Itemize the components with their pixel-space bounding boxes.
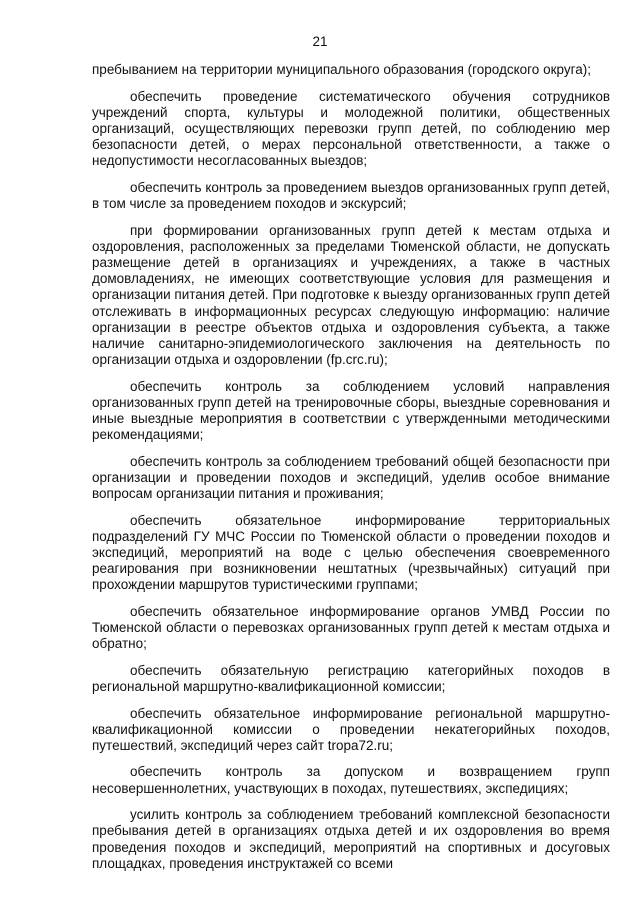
paragraph-general-safety: обеспечить контроль за соблюдением требований общей безопасности при организации и проведении походов и экспедиций, уделив особое внимание вопросам организации питания и проживания;	[92, 453, 610, 502]
paragraph-commission-informing: обеспечить обязательное информирование региональной маршрутно-квалификационной комиссии о проведении некатегорийных походов, путешествий, экспедиций через сайт tropa72.ru;	[92, 705, 610, 753]
paragraph-trip-control: обеспечить контроль за проведением выездов организованных групп детей, в том числе за проведением походов и экскурсий;	[92, 179, 610, 212]
page-number: 21	[312, 34, 328, 49]
paragraph-complex-safety: усилить контроль за соблюдением требований комплексной безопасности пребывания детей в организациях отдыха детей и их оздоровления во время проведения походов и экспедиций, мероприятий на спортивных и досуговых площадках, проведения инструктажей со всеми	[92, 807, 610, 871]
paragraph-group-formation: при формировании организованных групп детей к местам отдыха и оздоровления, расположенных за пределами Тюменской области, не допускать размещение детей в организациях и учреждениях, а также в частных домовладениях, не имеющих соответствующие условия для размещения и организации питания детей. При подготовке к выезду организованных групп детей отслеживать в информационных ресурсах следующую информацию: наличие организации в реестре объектов отдыха и оздоровления субъекта, а также наличие санитарно-эпидемиологического заключения на деятельность по организации отдыха и оздоровлении (fp.crc.ru);	[92, 222, 610, 368]
paragraph-admission-control: обеспечить контроль за допуском и возвращением групп несовершеннолетних, участвующих в походах, путешествиях, экспедициях;	[92, 764, 610, 796]
paragraph-hike-registration: обеспечить обязательную регистрацию категорийных походов в региональной маршрутно-квалификационной комиссии;	[92, 662, 610, 695]
paragraph-emergency-informing: обеспечить обязательное информирование территориальных подразделений ГУ МЧС России по Тюменской области о проведении походов и экспедиций, мероприятий на воде с целью обеспечения своевременного реагирования при возникновении нештатных (чрезвычайных) ситуаций при прохождении маршрутов туристическими группами;	[92, 512, 610, 593]
paragraph-continuation: пребыванием на территории муниципального образования (городского округа);	[92, 62, 591, 77]
paragraph-training-camps: обеспечить контроль за соблюдением условий направления организованных групп детей на тренировочные сборы, выездные соревнования и иные выездные мероприятия в соответствии с утвержденными методическими рекомендациями;	[92, 378, 610, 443]
paragraph-police-informing: обеспечить обязательное информирование органов УМВД России по Тюменской области о перевозках организованных групп детей к местам отдыха и обратно;	[92, 603, 610, 652]
paragraph-staff-training: обеспечить проведение систематического обучения сотрудников учреждений спорта, культуры и молодежной политики, общественных организаций, осуществляющих перевозки групп детей, по соблюдению мер безопасности детей, о мерах персональной ответственности, а также о недопустимости несогласованных выездов;	[92, 88, 610, 169]
document-body	[92, 62, 610, 872]
